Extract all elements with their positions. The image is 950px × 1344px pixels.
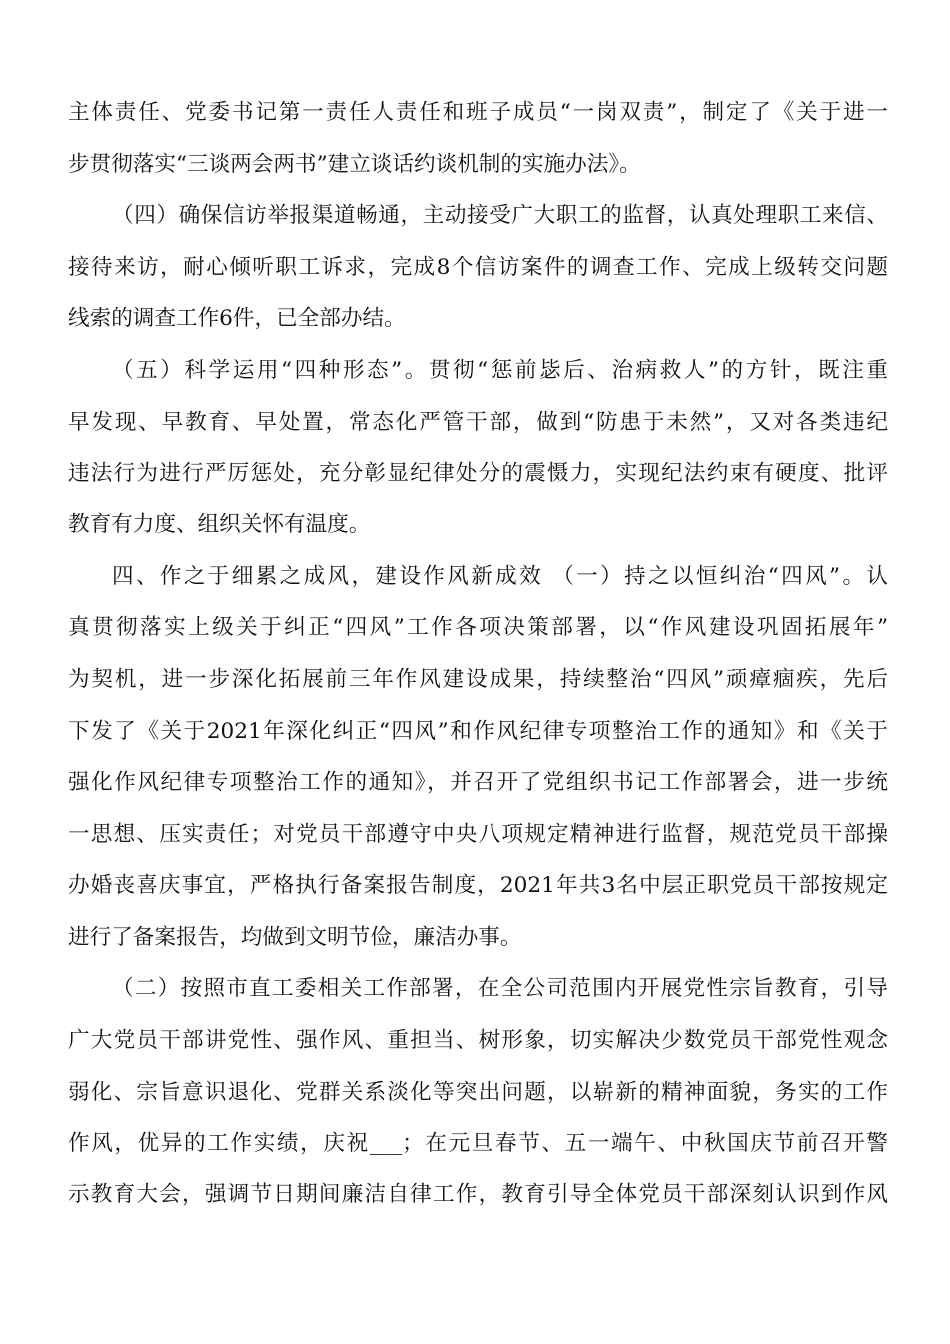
text-line: 教育有力度、组织关怀有温度。: [68, 512, 371, 537]
text-line: 步贯彻落实“三谈两会两书”建立谈话约谈机制的实施办法》。: [68, 152, 641, 177]
text-line: 真贯彻落实上级关于纠正“四风”工作各项决策部署，以“作风建设巩固拓展年”: [68, 615, 888, 640]
text-line: 早发现、早教育、早处置，常态化严管干部，做到“防患于未然”，又对各类违纪: [68, 410, 888, 435]
text-line: 广大党员干部讲党性、强作风、重担当、树形象，切实解决少数党员干部党性观念: [68, 1028, 888, 1053]
text-line: 下发了《关于2021年深化纠正“四风”和作风纪律专项整治工作的通知》和《关于: [68, 719, 888, 744]
text-line: 接待来访，耐心倾听职工诉求，完成8个信访案件的调查工作、完成上级转交问题: [68, 255, 888, 280]
text-line: 作风，优异的工作实绩，庆祝___；在元旦春节、五一端午、中秋国庆节前召开警: [68, 1131, 888, 1156]
text-line: 为契机，进一步深化拓展前三年作风建设成果，持续整治“四风”顽瘴痼疾，先后: [68, 667, 888, 692]
text-line: 强化作风纪律专项整治工作的通知》，并召开了党组织书记工作部署会，进一步统: [68, 770, 888, 795]
text-line: 主体责任、党委书记第一责任人责任和班子成员“一岗双责”，制定了《关于进一: [68, 100, 888, 125]
text-line: 一思想、压实责任；对党员干部遵守中央八项规定精神进行监督，规范党员干部操: [68, 822, 888, 847]
text-line: 线索的调查工作6件，已全部办结。: [68, 306, 406, 331]
text-line: 弱化、宗旨意识退化、党群关系淡化等突出问题，以崭新的精神面貌，务实的工作: [68, 1080, 888, 1105]
paragraph-first-line: （五）科学运用“四种形态”。贯彻“惩前毖后、治病救人”的方针，既注重: [112, 358, 888, 383]
text-line: 违法行为进行严厉惩处，充分彰显纪律处分的震慑力，实现纪法约束有硬度、批评: [68, 461, 888, 486]
paragraph-first-line: （二）按照市直工委相关工作部署，在全公司范围内开展党性宗旨教育，引导: [112, 976, 888, 1001]
text-line: 进行了备案报告，均做到文明节俭，廉洁办事。: [68, 925, 522, 950]
section-heading-line: 四、作之于细累之成风，建设作风新成效 （一）持之以恒纠治“四风”。认: [112, 564, 888, 589]
paragraph-first-line: （四）确保信访举报渠道畅通，主动接受广大职工的监督，认真处理职工来信、: [112, 203, 888, 228]
text-line: 示教育大会，强调节日期间廉洁自律工作，教育引导全体党员干部深刻认识到作风: [68, 1182, 888, 1207]
text-line: 办婚丧喜庆事宜，严格执行备案报告制度，2021年共3名中层正职党员干部按规定: [68, 873, 888, 898]
